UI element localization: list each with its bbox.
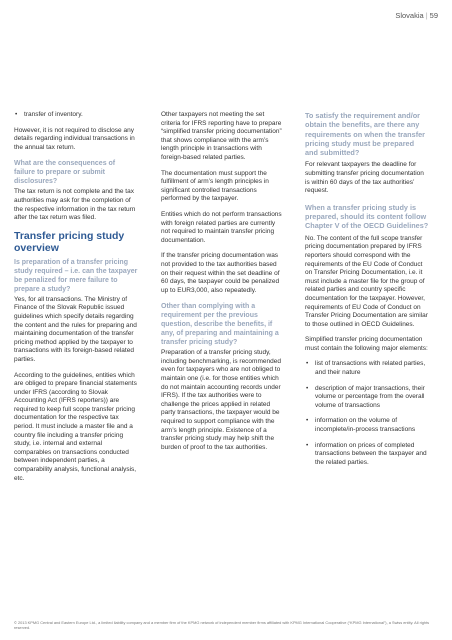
question-heading: Other than complying with a requirement per the previous question, describe the benefits, if any, of preparing and maintaining a transfer pricing study?: [161, 303, 279, 347]
column-3: [305, 111, 429, 474]
list-item: • information on prices of completed transactions between the taxpayer and the related parties.: [306, 441, 427, 466]
paragraph: Preparation of a transfer pricing study, including benchmarking, is recommended even for taxpayers who are not obliged to maintain one (i.e. for those entities which do not maintain accounting records under IFRS). If the tax authorities were to challenge the prices applied in related party transactions, the taxpayer would be required to support compliance with the arm’s length principle. Existence of a transfer pricing study may help shift the burden of proof to the tax authorities.: [161, 349, 281, 451]
list-item: • list of transactions with related parties, and their nature: [306, 360, 426, 377]
paragraph: The tax return is not complete and the tax authorities may ask for the completion of the respective information in the tax return after the tax return was filed.: [14, 188, 136, 222]
paragraph: Other taxpayers not meeting the set criteria for IFRS reporting have to prepare “simplified transfer pricing documentation” that shows compliance with the arm’s length principle in transactions with foreign-based related parties.: [161, 111, 282, 161]
paragraph: According to the guidelines, entities which are obliged to prepare financial statements under IFRS (according to Slovak Accounting Act (IFRS reporters)) are required to keep full scope transfer pricing documentation for the respective tax period. It must include a master file and a country file including a transfer pricing study, i.e. internal and external comparables on transactions conducted between independent parties, a comparability analysis, functional analysis, etc.: [14, 371, 137, 482]
paragraph: Entities which do not perform transactions with foreign related parties are currently not required to maintain transfer pricing documentation.: [161, 210, 282, 244]
section-heading: Transfer pricing study overview: [14, 229, 125, 254]
paragraph: If the transfer pricing documentation was not provided to the tax authorities based on their request within the set deadline of 60 days, the taxpayer could be penalized up to EUR3,000, also repeatedly.: [161, 252, 280, 294]
header-separator: |: [425, 11, 428, 20]
bullet-icon: •: [306, 384, 309, 392]
header-title: Slovakia: [395, 11, 424, 20]
paragraph: Simplified transfer pricing documentation must contain the following major elements:: [305, 336, 428, 352]
bullet-icon: •: [306, 417, 309, 425]
question-heading: What are the consequences of failure to prepare or submit disclosures?: [14, 160, 116, 186]
column-2: [161, 111, 285, 459]
bullet-icon: •: [306, 360, 309, 368]
bullet-icon: •: [306, 441, 309, 449]
paragraph: For relevant taxpayers the deadline for submitting transfer pricing documentation is within 60 days of the tax authorities’ request.: [305, 161, 424, 195]
copyright-footer: © 2013 KPMG Central and Eastern Europe Ltd., a limited liability company and a member firm of the KPMG network of independent member firms affiliated with KPMG International Cooperative (“KPMG International”), a Swiss entity. All rights reserved.: [14, 620, 430, 630]
bullet-icon: •: [15, 111, 18, 118]
list-item: • information on the volume of incomplete/in-process transactions: [306, 417, 416, 434]
page-number: 59: [429, 11, 438, 20]
paragraph: However, it is not required to disclose any details regarding individual transactions in the annual tax return.: [14, 126, 135, 151]
elements-list: [305, 360, 429, 467]
column-1: [14, 111, 138, 490]
paragraph: The documentation must support the fulfillment of arm’s length principles in significant controlled transactions performed by the taxpayer.: [161, 169, 269, 203]
page-header: [395, 11, 438, 20]
paragraph: Yes, for all transactions. The Ministry of Finance of the Slovak Republic issued guidelines which specify details regarding the content and the rules for preparing and maintaining documentation of the transfer pricing method applied by the taxpayer to transactions with its foreign-based related parties.: [14, 295, 137, 363]
list-item: • transfer of inventory.: [15, 111, 83, 118]
question-heading: To satisfy the requirement and/or obtain the benefits, are there any requirements on when the transfer pricing study must be prepared and submitted?: [305, 111, 426, 158]
list-item: • description of major transactions, their volume or percentage from the overall volume of transactions: [306, 384, 425, 409]
question-heading: When a transfer pricing study is prepared, should its content follow Chapter V of the OECD Guidelines?: [305, 202, 429, 231]
question-heading: Is preparation of a transfer pricing study required – i.e. can the taxpayer be penalized for mere failure to prepare a study?: [14, 258, 138, 293]
paragraph: No. The content of the full scope transfer pricing documentation prepared by IFRS reporters should correspond with the requirements of the EU Code of Conduct on Transfer Pricing Documentation, i.e. it must include a master file for the group of related parties and country specific documentation for the taxpayer. However, requirements of EU Code of Conduct on Transfer Pricing Documentation are similar to those outlined in OECD Guidelines.: [305, 234, 428, 328]
